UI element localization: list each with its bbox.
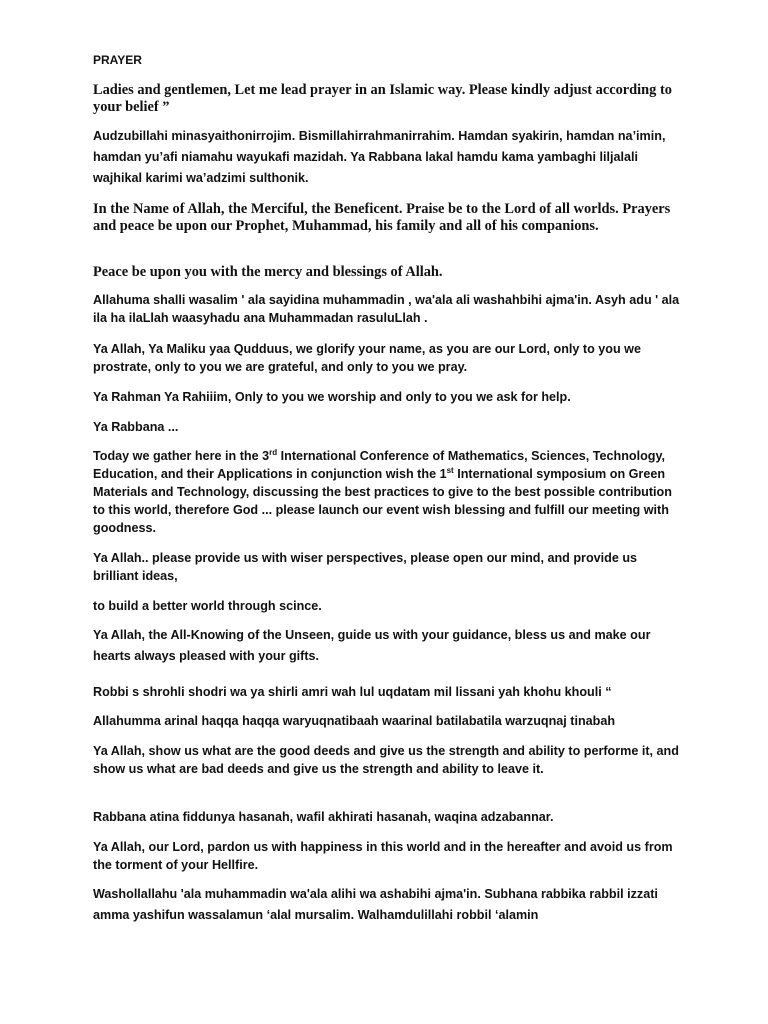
opening-english-paragraph: In the Name of Allah, the Merciful, the Beneficent. Praise be to the Lord of all worlds. Prayers and peace be upon our Prophet, Muhammad, his family and all of his companions. <box>93 201 671 234</box>
today-text-2: International Conference of Mathematics, Sciences, Technology, Education, and their Applications in conjunction wish the 1 <box>93 449 666 481</box>
peace-paragraph: Peace be upon you with the mercy and blessings of Allah. <box>93 264 443 280</box>
today-gather-paragraph <box>93 447 683 537</box>
intro-paragraph: Ladies and gentlemen, Let me lead prayer in an Islamic way. Please kindly adjust according to your belief ” <box>93 82 672 115</box>
allahumma-arinal-paragraph: Allahumma arinal haqqa haqqa waryuqnatibaah waarinal batilabatila warzuqnaj tinabah <box>93 714 616 728</box>
better-world-paragraph: to build a better world through scince. <box>93 599 322 613</box>
shalawat-paragraph: Allahuma shalli wasalim ' ala sayidina muhammadin , wa'ala ali washahbihi ajma'in. Asyh adu ' ala ila ha ilaLlah waasyhadu ana Muhammadan rasuluLlah . <box>93 293 680 325</box>
ya-allah-pardon-paragraph: Ya Allah, our Lord, pardon us with happiness in this world and in the hereafter and avoid us from the torment of your Hellfire. <box>93 840 673 872</box>
closing-paragraph: Washollallahu 'ala muhammadin wa'ala alihi wa ashabihi ajma'in. Subhana rabbika rabbil izzati amma yashifun wassalamun ‘alal mursalim. Walhamdulillahi robbil ‘alamin <box>93 887 658 922</box>
ya-allah-deeds-paragraph: Ya Allah, show us what are the good deeds and give us the strength and ability to performe it, and show us what are bad deeds and give us the strength and ability to leave it. <box>93 744 679 776</box>
robbi-paragraph: Robbi s shrohli shodri wa ya shirli amri wah lul uqdatam mil lissani yah khohu khouli “ <box>93 685 612 699</box>
ya-allah-unseen-paragraph: Ya Allah, the All-Knowing of the Unseen, guide us with your guidance, bless us and make our hearts always pleased with your gifts. <box>93 628 651 663</box>
ya-rahman-paragraph: Ya Rahman Ya Rahiiim, Only to you we worship and only to you we ask for help. <box>93 390 571 404</box>
today-superscript-rd: rd <box>269 447 278 457</box>
today-text-3: International symposium on Green Materials and Technology, discussing the best practices to give to the best possible contribution to this world, therefore God ... please launch our event wish blessing and fulfill our meeting with goodness. <box>93 467 672 535</box>
today-text-1: Today we gather here in the 3 <box>93 449 270 463</box>
ya-allah-wiser-paragraph: Ya Allah.. please provide us with wiser perspectives, please open our mind, and provide us brilliant ideas, <box>93 551 638 583</box>
document-title: PRAYER <box>93 53 142 67</box>
rabbana-atina-paragraph: Rabbana atina fiddunya hasanah, wafil akhirati hasanah, waqina adzabannar. <box>93 810 554 824</box>
opening-arabic-paragraph: Audzubillahi minasyaithonirrojim. Bismillahirrahmanirrahim. Hamdan syakirin, hamdan na’imin, hamdan yu’afi niamahu wayukafi mazidah. Ya Rabbana lakal hamdu kama yambaghi liljalali wajhikal karimi wa’adzimi sulthonik. <box>93 129 666 185</box>
ya-rabbana-paragraph: Ya Rabbana ... <box>93 420 179 434</box>
ya-allah-glorify-paragraph: Ya Allah, Ya Maliku yaa Qudduus, we glorify your name, as you are our Lord, only to you we prostrate, only to you we are grateful, and only to you we pray. <box>93 342 641 374</box>
today-superscript-st: st <box>446 465 454 475</box>
